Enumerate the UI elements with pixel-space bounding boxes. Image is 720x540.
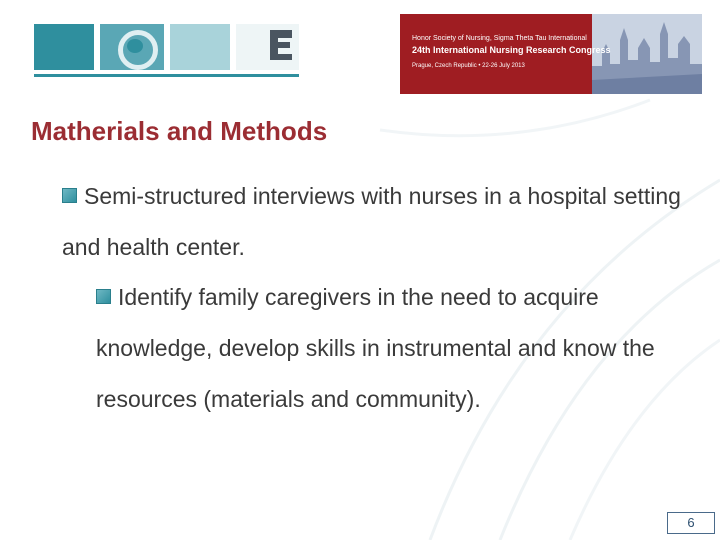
checkbox-bullet-icon (62, 188, 77, 203)
page-number: 6 (667, 512, 715, 534)
checkbox-bullet-icon (96, 289, 111, 304)
slide-title: Matherials and Methods (31, 116, 328, 146)
bullet-text: Identify family caregivers in the need to acquire knowledge, develop skills in instrumental and know the resources (materials and community). (96, 284, 655, 412)
logo-heart-icon (127, 39, 143, 53)
banner-location-date: Prague, Czech Republic • 22-26 July 2013 (412, 63, 525, 69)
bullet-text: Semi-structured interviews with nurses in a hospital setting and health center. (62, 183, 681, 260)
banner-society: Honor Society of Nursing, Sigma Theta Tau International (412, 35, 587, 42)
logo-block (170, 24, 230, 70)
logo-underline (34, 74, 299, 77)
logo-e-icon (266, 26, 296, 62)
bullet-item (62, 171, 702, 273)
banner-congress: 24th International Nursing Research Congress (412, 45, 611, 55)
banner-text (412, 34, 611, 70)
logo-block (34, 24, 94, 70)
sub-bullet-item (96, 272, 696, 425)
conference-banner (400, 14, 702, 94)
school-logo (34, 24, 299, 80)
